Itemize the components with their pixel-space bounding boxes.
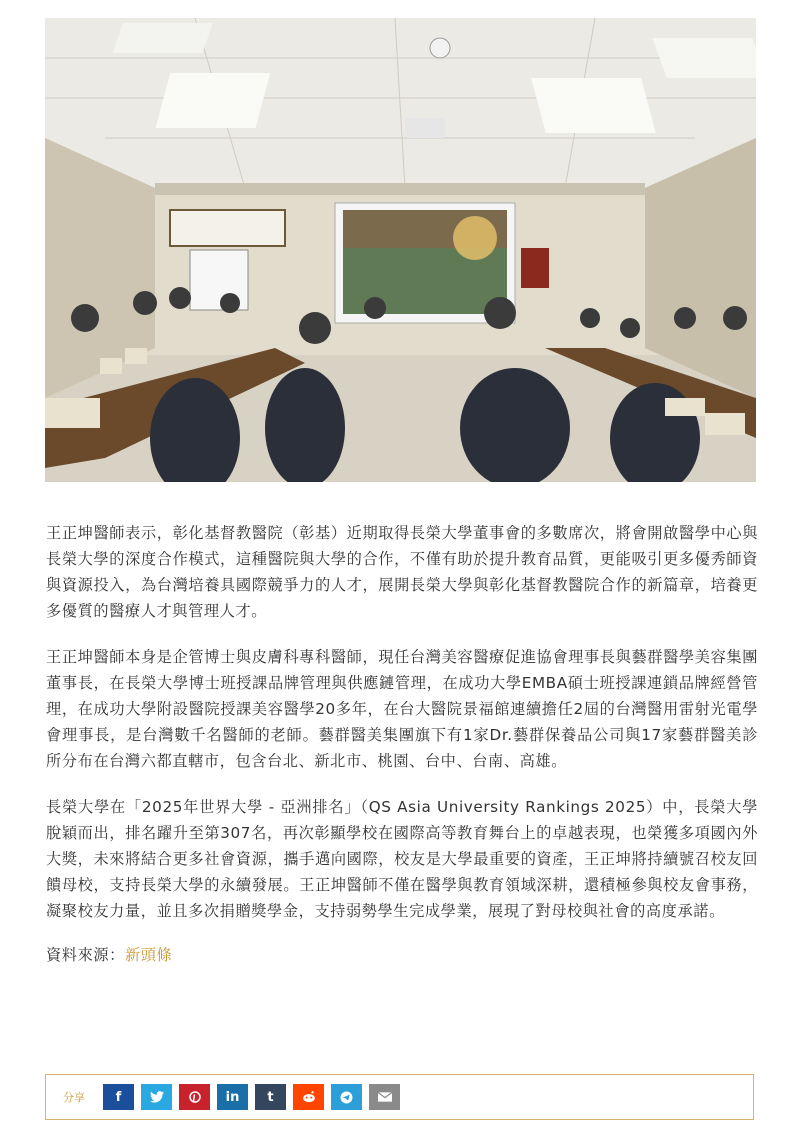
facebook-icon: f — [115, 1089, 122, 1105]
email-icon — [378, 1092, 392, 1102]
linkedin-share-button[interactable] — [217, 1084, 248, 1110]
paragraph-3: 長榮大學在「2025年世界大學 - 亞洲排名」（QS Asia University Rankings 2025）中，長榮大學脫穎而出，排名躍升至第307名，再次彰顯學校在國際高等教育舞台上的卓越表現，也榮獲多項國內外大獎，未來將結合更多社會資源，攜手邁向國際，校友是大學最重要的資產，王正坤將持續號召校友回饋母校，支持長榮大學的永續發展。王正坤醫師不僅在醫學與教育領域深耕，還積極參與校友會事務，凝聚校友力量，並且多次捐贈獎學金，支持弱勢學生完成學業，展現了對母校與社會的高度承諾。 — [46, 798, 758, 920]
paragraph-2: 王正坤醫師本身是企管博士與皮膚科專科醫師，現任台灣美容醫療促進協會理事長與藝群醫學美容集團董事長，在長榮大學博士班授課品牌管理與供應鏈管理，在成功大學EMBA碩士班授課連鎖品牌經營管理，在成功大學附設醫院授課美容醫學20多年，在台大醫院景福館連續擔任2屆的台灣醫用雷射光電學會理事長，是台灣數千名醫師的老師。藝群醫美集團旗下有1家Dr.藝群保養品公司與17家藝群醫美診所分布在台灣六都直轄市，包含台北、新北市、桃園、台中、台南、高雄。 — [46, 648, 758, 770]
email-share-button[interactable] — [369, 1084, 400, 1110]
facebook-share-button[interactable] — [103, 1084, 134, 1110]
source-link[interactable]: 新頭條 — [124, 946, 173, 964]
article-body — [46, 520, 758, 968]
meeting-room-image — [45, 18, 756, 482]
share-bar — [45, 1074, 754, 1120]
telegram-share-button[interactable] — [331, 1084, 362, 1110]
pinterest-icon — [189, 1091, 201, 1103]
twitter-share-button[interactable] — [141, 1084, 172, 1110]
reddit-icon — [302, 1091, 316, 1103]
source-line — [46, 942, 758, 968]
paragraph-1: 王正坤醫師表示，彰化基督教醫院（彰基）近期取得長榮大學董事會的多數席次，將會開啟醫學中心與長榮大學的深度合作模式，這種醫院與大學的合作，不僅有助於提升教育品質，更能吸引更多優秀師資與資源投入，為台灣培養具國際競爭力的人才，展開長榮大學與彰化基督教醫院合作的新篇章，培養更多優質的醫療人才與管理人才。 — [46, 524, 758, 620]
twitter-icon — [150, 1091, 164, 1103]
share-label: 分享 — [63, 1091, 85, 1104]
tumblr-icon: t — [267, 1089, 274, 1105]
reddit-share-button[interactable] — [293, 1084, 324, 1110]
pinterest-share-button[interactable] — [179, 1084, 210, 1110]
tumblr-share-button[interactable] — [255, 1084, 286, 1110]
telegram-icon — [340, 1091, 353, 1104]
article-photo — [45, 18, 756, 482]
linkedin-icon: in — [225, 1089, 240, 1105]
source-label: 資料來源： — [46, 946, 125, 964]
